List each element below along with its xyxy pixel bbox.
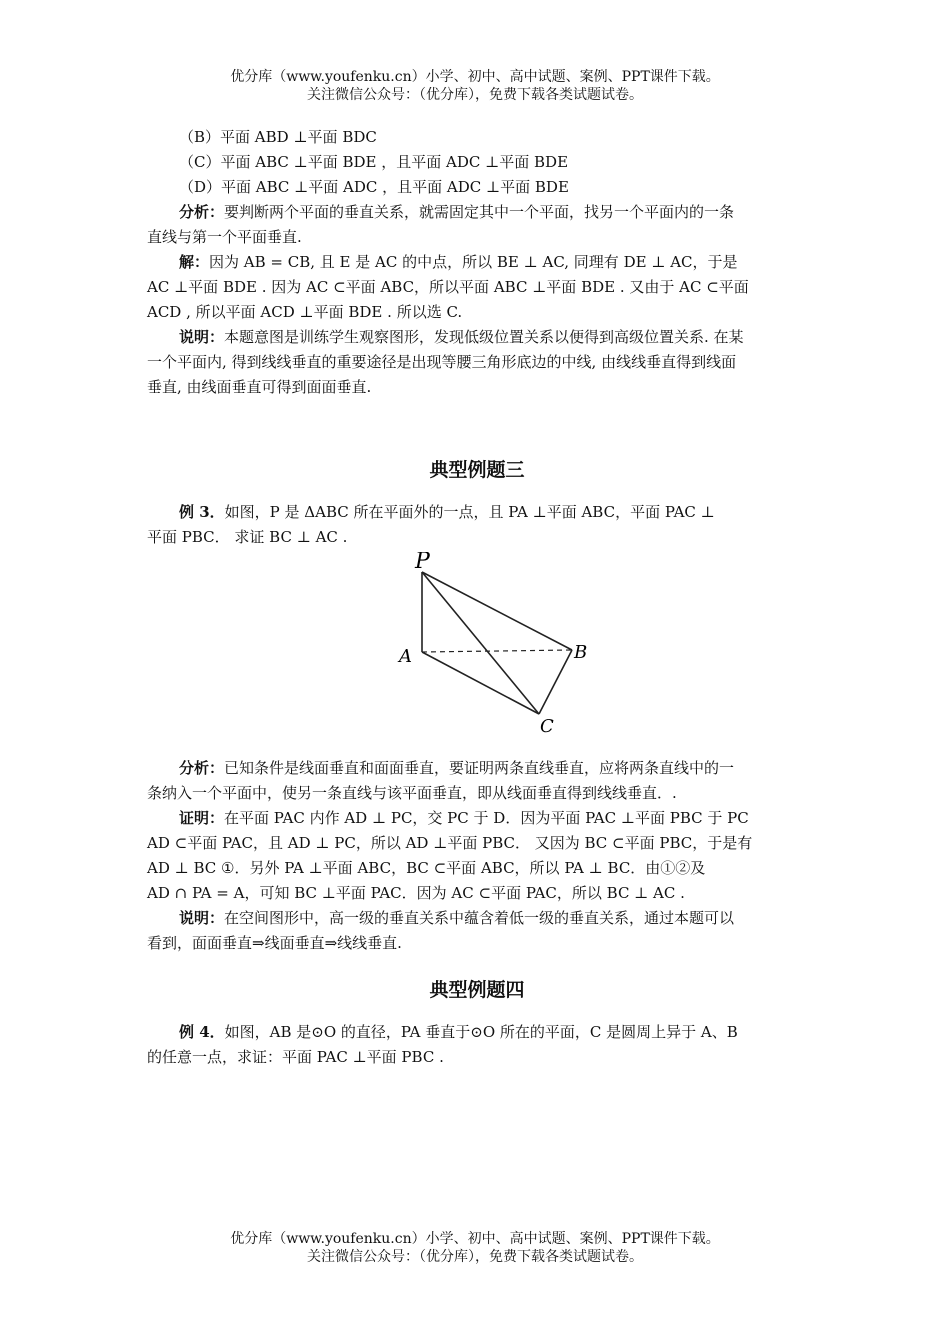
solution-text-1: 因为 AB = CB, 且 E 是 AC 的中点，所以 BE ⊥ AC, 同理有 DE ⊥ AC，于是 [209,253,738,271]
example-3-label: 例 3． [179,503,225,521]
example-4-text-1: 如图，AB 是⊙O 的直径，PA 垂直于⊙O 所在的平面，C 是圆周上异于 A、B [224,1023,738,1041]
example-3-text-1: 如图，P 是 ΔABC 所在平面外的一点，且 PA ⊥平面 ABC，平面 PAC ⊥ [224,503,715,521]
analysis-3-text-1: 已知条件是线面垂直和面面垂直，要证明两条直线垂直，应将两条直线中的一 [224,759,735,777]
example-3-note [147,906,807,956]
proof-text-2: AD ⊂平面 PAC，且 AD ⊥ PC，所以 AD ⊥平面 PBC． 又因为 BC ⊂平面 PBC，于是有 [147,834,753,852]
vertex-label-c: C [540,716,554,737]
proof-text-4: AD ∩ PA = A，可知 BC ⊥平面 PAC．因为 AC ⊂平面 PAC，所以 BC ⊥ AC . [147,884,685,902]
analysis-3-text-2: 条纳入一个平面中，使另一条直线与该平面垂直，即从线面垂直得到线线垂直．. [147,784,677,802]
example-3-text-2: 平面 PBC． 求证 BC ⊥ AC . [147,528,348,546]
proof-label: 证明： [179,809,225,827]
page-footer [0,1230,950,1266]
note-label: 说明： [179,328,225,346]
example-4-label: 例 4． [179,1023,225,1041]
solution-label: 解： [179,253,210,271]
example-4-text-2: 的任意一点，求证：平面 PAC ⊥平面 PBC . [147,1048,444,1066]
document-body [147,125,807,1070]
option-d: （D）平面 ABC ⊥平面 ADC ，且平面 ADC ⊥平面 BDE [179,178,569,196]
page-header [0,68,950,104]
section-3-title: 典型例题三 [429,459,525,481]
note-text-1: 本题意图是训练学生观察图形，发现低级位置关系以便得到高级位置关系. 在某 [224,328,744,346]
example-4-problem [147,1020,807,1070]
example-3-problem [147,500,807,550]
solution-text-2: AC ⊥平面 BDE . 因为 AC ⊂平面 ABC，所以平面 ABC ⊥平面 BDE . 又由于 AC ⊂平面 [147,278,749,296]
section-4-title: 典型例题四 [429,979,525,1001]
analysis-text-1: 要判断两个平面的垂直关系，就需固定其中一个平面，找另一个平面内的一条 [224,203,735,221]
option-c: （C）平面 ABC ⊥平面 BDE ，且平面 ADC ⊥平面 BDE [179,153,569,171]
solution-text-3: ACD , 所以平面 ACD ⊥平面 BDE . 所以选 C. [147,303,463,321]
tetrahedron-figure [147,552,807,752]
edge-ab-hidden [422,650,572,652]
edge-pc [422,572,539,714]
tetrahedron-diagram [387,552,587,752]
footer-line-2: 关注微信公众号：（优分库），免费下载各类试题试卷。 [307,1249,643,1265]
example-3-analysis [147,756,807,806]
edge-pb [422,572,572,650]
example-2-options [147,125,807,200]
example-3-proof [147,806,807,906]
edge-ac [422,652,539,714]
note-3-text-1: 在空间图形中，高一级的垂直关系中蕴含着低一级的垂直关系，通过本题可以 [224,909,735,927]
header-line-2: 关注微信公众号：（优分库），免费下载各类试题试卷。 [307,87,643,103]
analysis-3-label: 分析： [179,759,225,777]
footer-line-1: 优分库（www.youfenku.cn）小学、初中、高中试题、案例、PPT课件下载。 [230,1231,720,1247]
note-3-text-2: 看到，面面垂直⇒线面垂直⇒线线垂直. [147,934,402,952]
analysis-label: 分析： [179,203,225,221]
analysis-text-2: 直线与第一个平面垂直. [147,228,302,246]
option-b: （B）平面 ABD ⊥平面 BDC [179,128,377,146]
edge-bc [539,650,572,714]
proof-text-3: AD ⊥ BC ①．另外 PA ⊥平面 ABC，BC ⊂平面 ABC，所以 PA ⊥ BC．由①②及 [147,859,706,877]
example-2-analysis [147,200,807,250]
vertex-label-b: B [574,642,587,663]
example-2-note [147,325,807,400]
note-text-3: 垂直, 由线面垂直可得到面面垂直. [147,378,372,396]
vertex-label-p: P [415,552,430,574]
vertex-label-a: A [399,646,412,667]
note-3-label: 说明： [179,909,225,927]
proof-text-1: 在平面 PAC 内作 AD ⊥ PC，交 PC 于 D．因为平面 PAC ⊥平面 PBC 于 PC [224,809,749,827]
example-2-solution [147,250,807,325]
header-line-1: 优分库（www.youfenku.cn）小学、初中、高中试题、案例、PPT课件下载。 [230,69,720,85]
note-text-2: 一个平面内, 得到线线垂直的重要途径是出现等腰三角形底边的中线, 由线线垂直得到线面 [147,353,737,371]
